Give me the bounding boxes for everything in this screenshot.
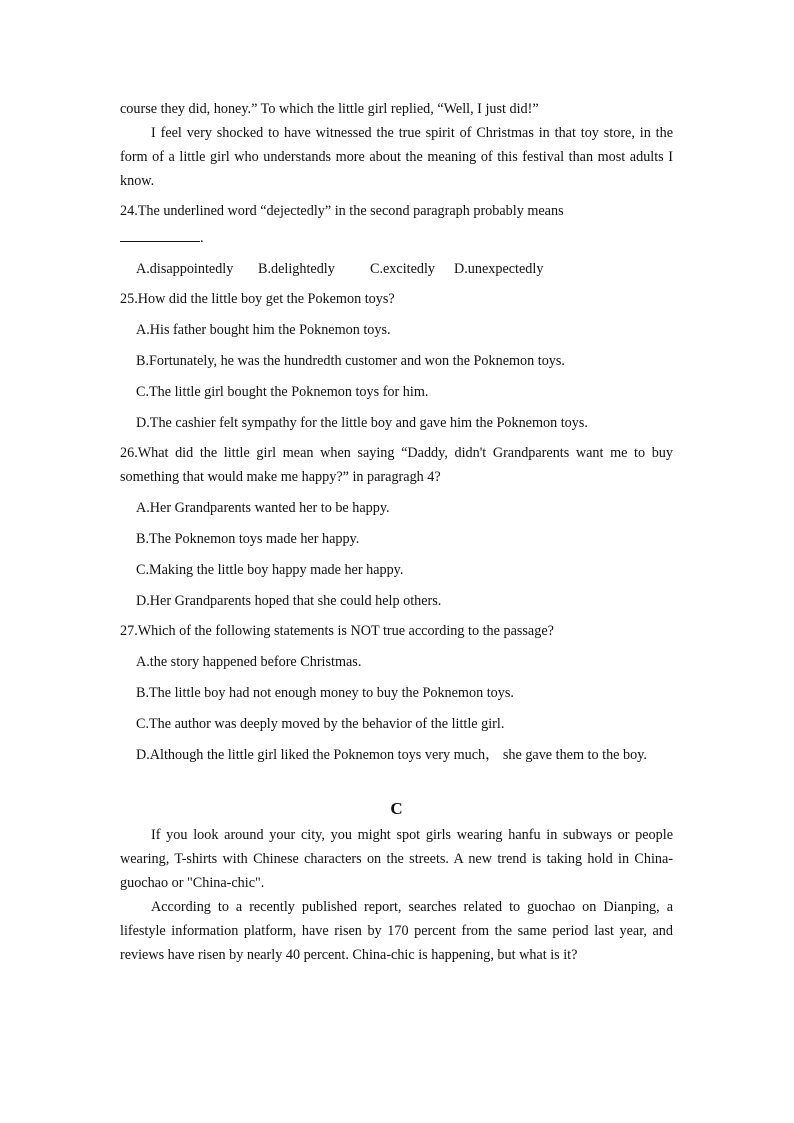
option-d: D.unexpectedly <box>454 261 544 277</box>
option-b: B.The little boy had not enough money to buy the Poknemon toys. <box>136 685 514 701</box>
passage-paragraph: I feel very shocked to have witnessed the true spirit of Christmas in that toy store, in the form of a little girl who understands more about the meaning of this festival than most adults I know. <box>120 125 673 189</box>
question-stem-text: 24.The underlined word “dejectedly” in the second paragraph probably means <box>120 203 564 219</box>
question-26-stem: 26.What did the little girl mean when saying “Daddy, didn't Grandparents want me to buy something that would make me happy?” in paragragh 4? <box>120 445 673 485</box>
option-b: B.delightedly <box>258 261 335 277</box>
option-a: A.Her Grandparents wanted her to be happy. <box>136 500 390 516</box>
question-27-stem: 27.Which of the following statements is NOT true according to the passage? <box>120 623 554 639</box>
option-b: B.The Poknemon toys made her happy. <box>136 531 360 547</box>
passage-line: course they did, honey.” To which the little girl replied, “Well, I just did!” <box>120 101 539 117</box>
option-c: C.The little girl bought the Poknemon toys for him. <box>136 384 429 400</box>
section-c-paragraph-2: According to a recently published report, searches related to guochao on Dianping, a lifestyle information platform, have risen by 170 percent from the same period last year, and reviews have risen by nearly 40 percent. China-chic is happening, but what is it? <box>120 899 673 963</box>
answer-blank <box>120 225 200 242</box>
question-24-stem <box>120 199 673 223</box>
option-a: A.His father bought him the Poknemon toys. <box>136 322 391 338</box>
question-25-stem: 25.How did the little boy get the Pokemon toys? <box>120 291 395 307</box>
option-a: A.disappointedly <box>136 261 234 277</box>
option-c: C.excitedly <box>370 261 436 277</box>
option-d: D.The cashier felt sympathy for the little boy and gave him the Poknemon toys. <box>136 415 588 431</box>
option-c: C.Making the little boy happy made her happy. <box>136 562 404 578</box>
option-c: C.The author was deeply moved by the behavior of the little girl. <box>136 716 505 732</box>
option-d: D.Her Grandparents hoped that she could help others. <box>136 593 442 609</box>
option-d: D.Although the little girl liked the Poknemon toys very much， she gave them to the boy. <box>136 747 647 763</box>
document-page <box>120 97 673 967</box>
option-a: A.the story happened before Christmas. <box>136 654 362 670</box>
section-c-paragraph-1: If you look around your city, you might spot girls wearing hanfu in subways or people wearing, T-shirts with Chinese characters on the streets. A new trend is taking hold in China-guochao or "China-chic". <box>120 827 673 891</box>
option-b: B.Fortunately, he was the hundredth customer and won the Poknemon toys. <box>136 353 565 369</box>
question-24-options <box>120 257 673 281</box>
answer-blank-line: . <box>120 225 673 250</box>
section-title: C <box>390 799 403 818</box>
